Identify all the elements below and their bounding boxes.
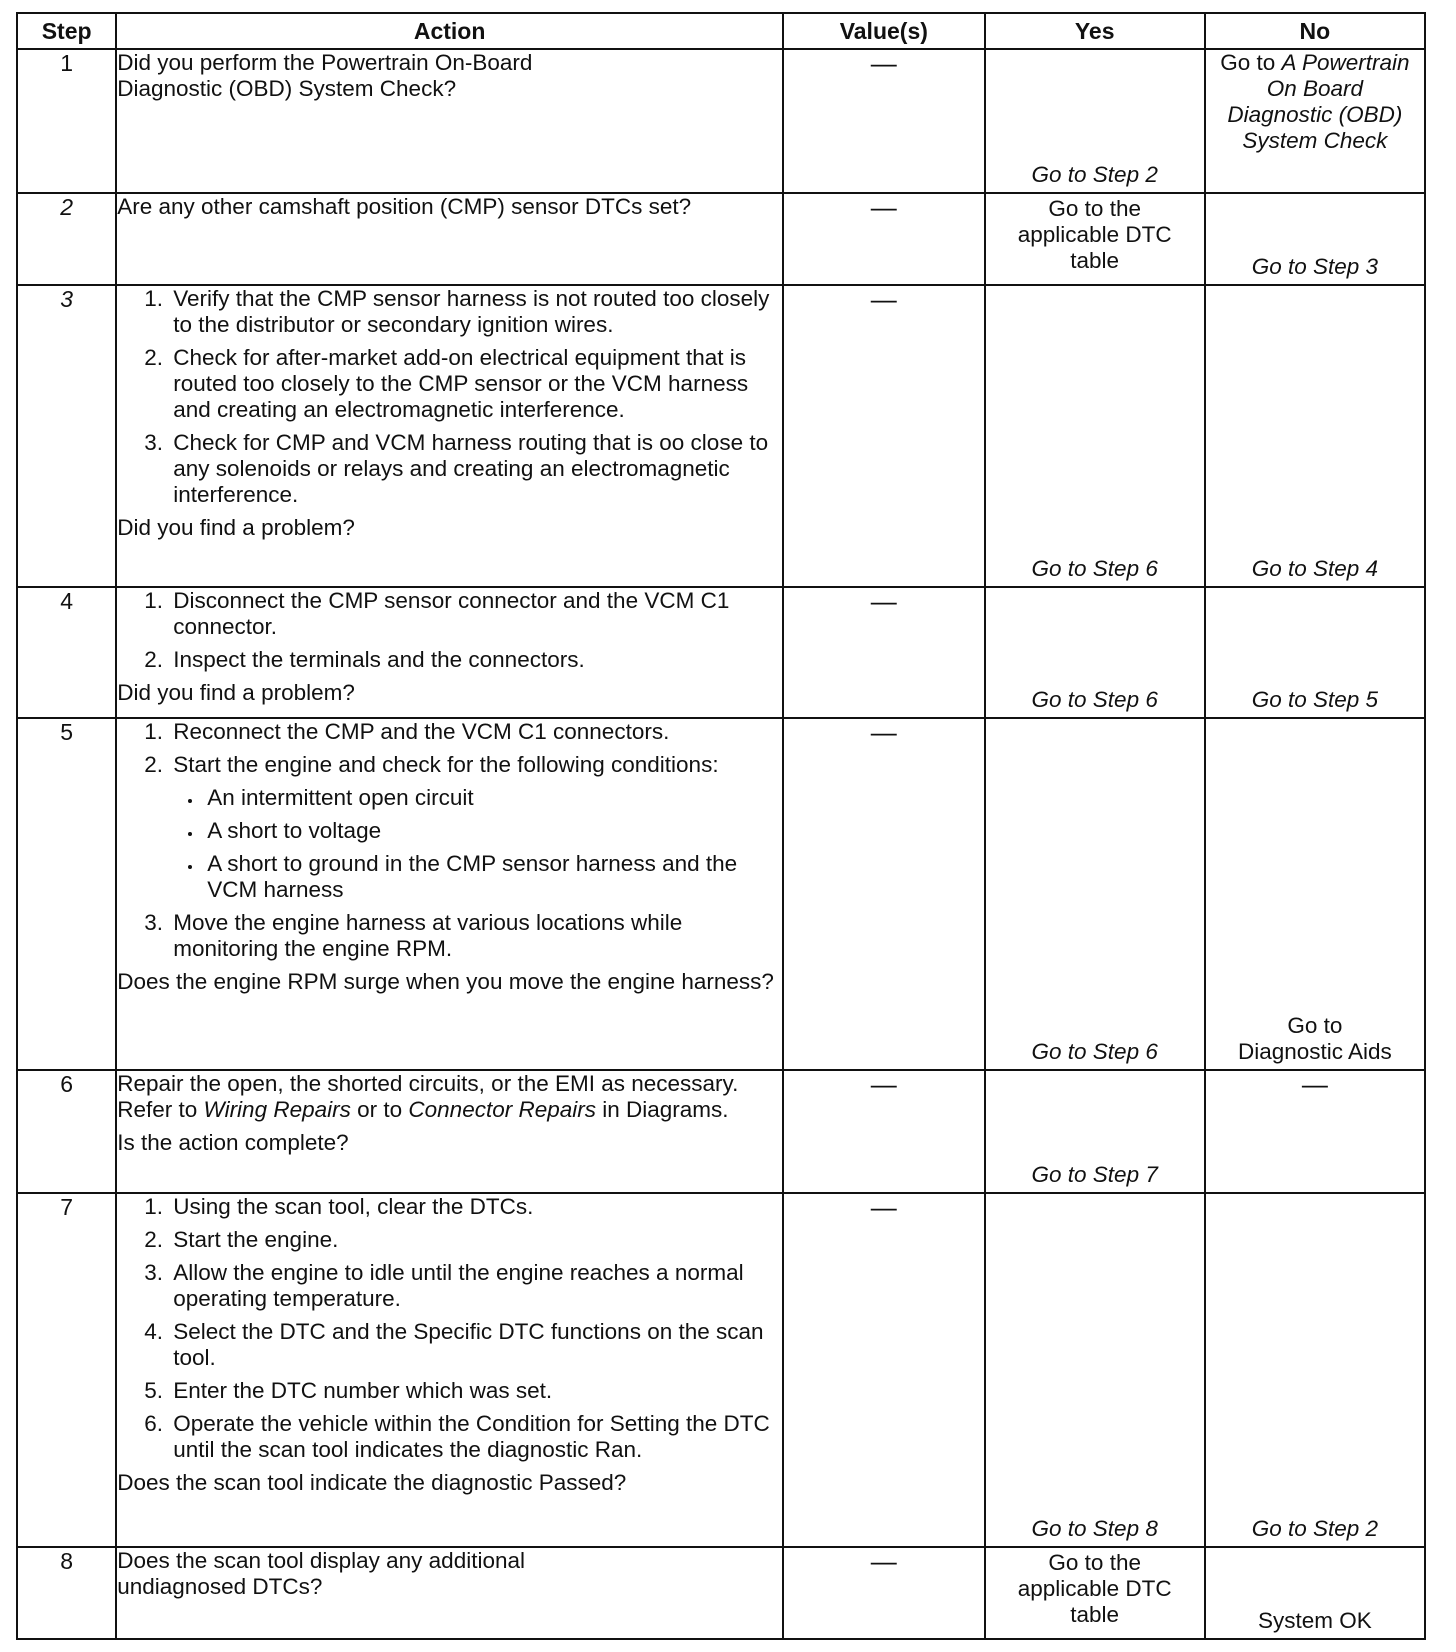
header-values: Value(s) bbox=[783, 13, 985, 49]
list-item: 2. Check for after-market add-on electrical equipment that is routed too closely to the CMP sensor or the VCM harness and creating an electromagnetic interference. bbox=[169, 345, 782, 423]
list-item: 1. Verify that the CMP sensor harness is not routed too closely to the distributor or secondary ignition wires. bbox=[169, 286, 782, 338]
step-number: 2 bbox=[17, 193, 116, 285]
list-item: 1. Using the scan tool, clear the DTCs. bbox=[169, 1194, 782, 1220]
action-text bbox=[117, 1071, 782, 1123]
step-number: 6 bbox=[17, 1070, 116, 1193]
list-item: 2. Inspect the terminals and the connectors. bbox=[169, 647, 782, 673]
step-number: 8 bbox=[17, 1547, 116, 1639]
yes-cell bbox=[985, 49, 1205, 193]
question-text: Did you find a problem? bbox=[117, 515, 355, 541]
header-no: No bbox=[1205, 13, 1425, 49]
table-row bbox=[17, 49, 1425, 193]
list-item: 1. Reconnect the CMP and the VCM C1 connectors. bbox=[169, 719, 782, 745]
table-row bbox=[17, 193, 1425, 285]
action-cell bbox=[116, 1547, 783, 1639]
table-row bbox=[17, 587, 1425, 719]
procedure-list bbox=[117, 286, 782, 508]
yes-link[interactable]: Go to Step 2 bbox=[1031, 162, 1158, 188]
no-result: System OK bbox=[1258, 1608, 1372, 1633]
bullet-item: • A short to voltage bbox=[203, 818, 782, 844]
yes-cell bbox=[985, 718, 1205, 1069]
step-number: 3 bbox=[17, 285, 116, 586]
procedure-list bbox=[117, 719, 782, 962]
no-link[interactable]: Go to Diagnostic Aids bbox=[1237, 1012, 1392, 1064]
header-action: Action bbox=[116, 13, 783, 49]
yes-cell bbox=[985, 1193, 1205, 1547]
list-item: 3. Move the engine harness at various locations while monitoring the engine RPM. bbox=[169, 910, 782, 962]
list-item: 4. Select the DTC and the Specific DTC functions on the scan tool. bbox=[169, 1319, 782, 1371]
step-number: 5 bbox=[17, 718, 116, 1069]
action-text: Are any other camshaft position (CMP) sensor DTCs set? bbox=[117, 194, 692, 220]
no-link[interactable]: Go to Step 2 bbox=[1251, 1515, 1379, 1541]
no-link[interactable]: Go to Step 3 bbox=[1251, 254, 1379, 280]
step-number: 4 bbox=[17, 587, 116, 719]
diagnostic-table bbox=[16, 12, 1426, 1640]
connector-repairs-link[interactable]: Connector Repairs bbox=[408, 1096, 596, 1122]
yes-cell bbox=[985, 587, 1205, 719]
action-text: Did you perform the Powertrain On-Board Diagnostic (OBD) System Check? bbox=[117, 50, 533, 101]
no-cell bbox=[1205, 49, 1425, 193]
value-cell: — bbox=[783, 49, 985, 193]
list-item: 5. Enter the DTC number which was set. bbox=[169, 1378, 782, 1404]
header-yes: Yes bbox=[985, 13, 1205, 49]
yes-link[interactable]: Go to the applicable DTC table bbox=[1017, 1549, 1172, 1627]
question-text: Did you find a problem? bbox=[117, 679, 355, 705]
value-cell: — bbox=[783, 1547, 985, 1639]
value-cell: — bbox=[783, 587, 985, 719]
no-cell bbox=[1205, 1193, 1425, 1547]
value-cell: — bbox=[783, 193, 985, 285]
action-cell bbox=[116, 1070, 783, 1193]
no-cell bbox=[1205, 285, 1425, 586]
wiring-repairs-link[interactable]: Wiring Repairs bbox=[203, 1096, 351, 1122]
no-link[interactable]: Go to Step 4 bbox=[1251, 555, 1379, 581]
yes-cell bbox=[985, 193, 1205, 285]
procedure-list bbox=[117, 1194, 782, 1463]
table-row bbox=[17, 285, 1425, 586]
table-row bbox=[17, 1070, 1425, 1193]
action-cell bbox=[116, 718, 783, 1069]
question-text: Does the scan tool indicate the diagnostic Passed? bbox=[117, 1470, 627, 1496]
list-item-text: Start the engine and check for the following conditions: bbox=[173, 752, 719, 778]
no-cell bbox=[1205, 587, 1425, 719]
action-cell bbox=[116, 285, 783, 586]
no-link[interactable]: A Powertrain On Board Diagnostic (OBD) System Check bbox=[1227, 50, 1410, 153]
table-row bbox=[17, 1193, 1425, 1547]
bullet-item: • A short to ground in the CMP sensor harness and the VCM harness bbox=[203, 851, 782, 903]
yes-link[interactable]: Go to Step 7 bbox=[1031, 1162, 1158, 1188]
list-item: 6. Operate the vehicle within the Condition for Setting the DTC until the scan tool indicates the diagnostic Ran. bbox=[169, 1411, 782, 1463]
list-item: 1. Disconnect the CMP sensor connector and the VCM C1 connector. bbox=[169, 588, 782, 640]
question-text: Is the action complete? bbox=[117, 1129, 349, 1155]
no-cell: — bbox=[1205, 1070, 1425, 1193]
no-cell bbox=[1205, 1547, 1425, 1639]
no-cell bbox=[1205, 718, 1425, 1069]
list-item: 3. Check for CMP and VCM harness routing that is oo close to any solenoids or relays and creating an electromagnetic interference. bbox=[169, 430, 782, 508]
action-cell bbox=[116, 1193, 783, 1547]
question-text: Does the engine RPM surge when you move the engine harness? bbox=[117, 969, 774, 995]
text-segment: in Diagrams. bbox=[596, 1096, 729, 1122]
list-item: 2. Start the engine. bbox=[169, 1227, 782, 1253]
text-segment: or to bbox=[350, 1096, 409, 1122]
value-cell: — bbox=[783, 285, 985, 586]
yes-link[interactable]: Go to the applicable DTC table bbox=[1017, 196, 1172, 274]
action-cell bbox=[116, 193, 783, 285]
yes-link[interactable]: Go to Step 8 bbox=[1031, 1515, 1158, 1541]
no-prefix: Go to bbox=[1220, 50, 1282, 75]
yes-cell bbox=[985, 1547, 1205, 1639]
condition-list bbox=[173, 785, 782, 903]
value-cell: — bbox=[783, 718, 985, 1069]
yes-link[interactable]: Go to Step 6 bbox=[1031, 1038, 1158, 1064]
yes-cell bbox=[985, 285, 1205, 586]
no-cell bbox=[1205, 193, 1425, 285]
list-item: 3. Allow the engine to idle until the engine reaches a normal operating temperature. bbox=[169, 1260, 782, 1312]
action-cell bbox=[116, 49, 783, 193]
action-text: Does the scan tool display any additional undiagnosed DTCs? bbox=[117, 1547, 525, 1599]
header-row bbox=[17, 13, 1425, 49]
table-row bbox=[17, 718, 1425, 1069]
text-segment: Repair the open, the shorted circuits, or the EMI as necessary. Refer to bbox=[117, 1070, 739, 1122]
table-row bbox=[17, 1547, 1425, 1639]
list-item bbox=[169, 752, 782, 903]
action-cell bbox=[116, 587, 783, 719]
bullet-item: • An intermittent open circuit bbox=[203, 785, 782, 811]
step-number: 1 bbox=[17, 49, 116, 193]
no-link[interactable]: Go to Step 5 bbox=[1251, 687, 1379, 713]
value-cell: — bbox=[783, 1193, 985, 1547]
yes-cell bbox=[985, 1070, 1205, 1193]
value-cell: — bbox=[783, 1070, 985, 1193]
step-number: 7 bbox=[17, 1193, 116, 1547]
yes-link[interactable]: Go to Step 6 bbox=[1031, 687, 1158, 713]
header-step: Step bbox=[17, 13, 116, 49]
procedure-list bbox=[117, 588, 782, 673]
yes-link[interactable]: Go to Step 6 bbox=[1031, 555, 1158, 581]
